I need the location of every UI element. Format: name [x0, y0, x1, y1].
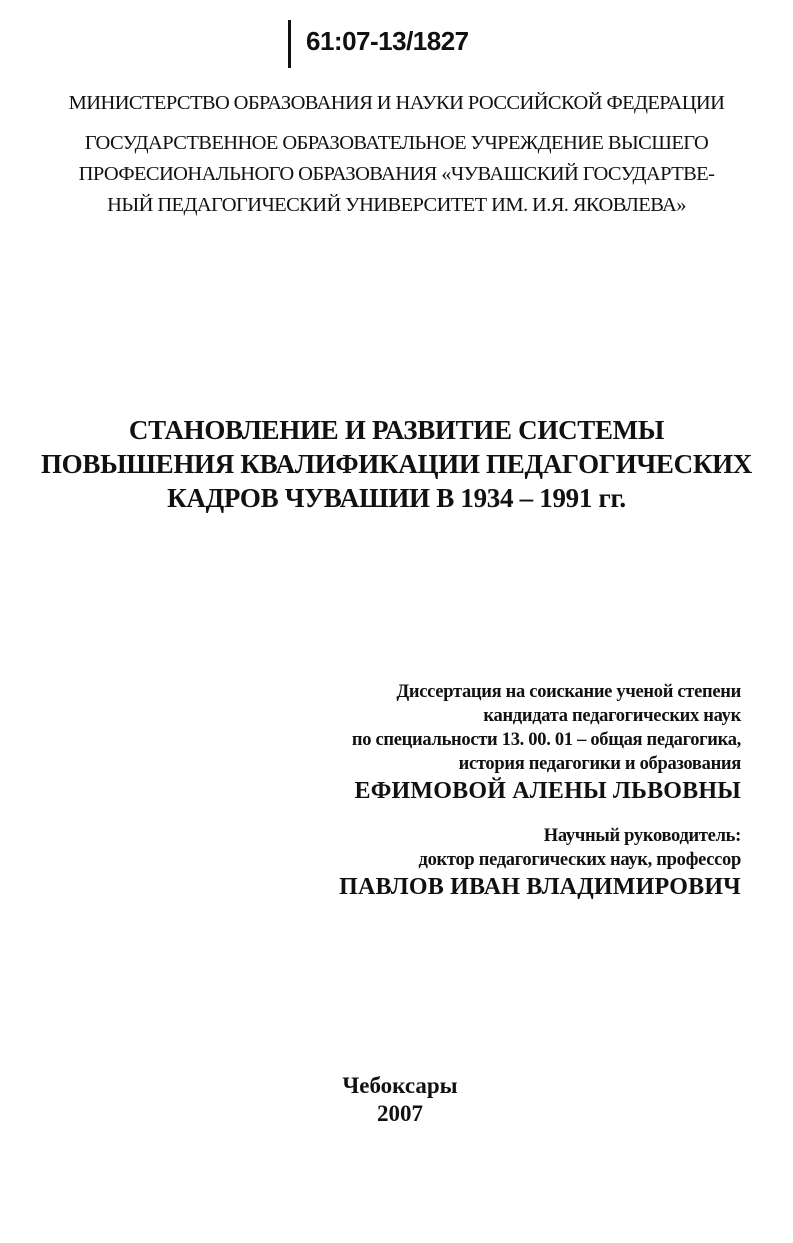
institution-heading	[40, 128, 753, 221]
institution-line: ГОСУДАРСТВЕННОЕ ОБРАЗОВАТЕЛЬНОЕ УЧРЕЖДЕНИЕ ВЫСШЕГО	[84, 132, 709, 154]
dissertation-title	[0, 413, 793, 515]
advisor-label: Научный руководитель:	[543, 826, 741, 846]
advisor-degree: доктор педагогических наук, профессор	[418, 850, 741, 870]
dissertation-info-line: Диссертация на соискание ученой степени	[396, 682, 741, 702]
city: Чебоксары	[342, 1073, 458, 1098]
archive-stamp-number: 61:07-13/1827	[306, 26, 469, 56]
stamp-divider	[288, 20, 291, 68]
dissertation-info-line: кандидата педагогических наук	[483, 706, 741, 726]
spacer	[339, 806, 741, 824]
institution-line: НЫЙ ПЕДАГОГИЧЕСКИЙ УНИВЕРСИТЕТ ИМ. И.Я. ЯКОВЛЕВА»	[107, 194, 686, 216]
author-name: ЕФИМОВОЙ АЛЕНЫ ЛЬВОВНЫ	[354, 778, 741, 804]
advisor-name: ПАВЛОВ ИВАН ВЛАДИМИРОВИЧ	[339, 874, 741, 900]
institution-line: ПРОФЕСИОНАЛЬНОГО ОБРАЗОВАНИЯ «ЧУВАШСКИЙ ГОСУДАРТВЕ-	[78, 163, 715, 185]
title-line: СТАНОВЛЕНИЕ И РАЗВИТИЕ СИСТЕМЫ	[128, 415, 665, 445]
year: 2007	[377, 1101, 423, 1126]
dissertation-info-line: история педагогики и образования	[458, 754, 741, 774]
dissertation-info-block	[339, 680, 741, 902]
place-and-year	[325, 1072, 475, 1128]
title-line: КАДРОВ ЧУВАШИИ В 1934 – 1991 гг.	[167, 483, 626, 513]
ministry-heading: МИНИСТЕРСТВО ОБРАЗОВАНИЯ И НАУКИ РОССИЙСКОЙ ФЕДЕРАЦИИ	[68, 92, 725, 114]
title-line: ПОВЫШЕНИЯ КВАЛИФИКАЦИИ ПЕДАГОГИЧЕСКИХ	[40, 449, 753, 479]
dissertation-info-line: по специальности 13. 00. 01 – общая педагогика,	[351, 730, 741, 750]
